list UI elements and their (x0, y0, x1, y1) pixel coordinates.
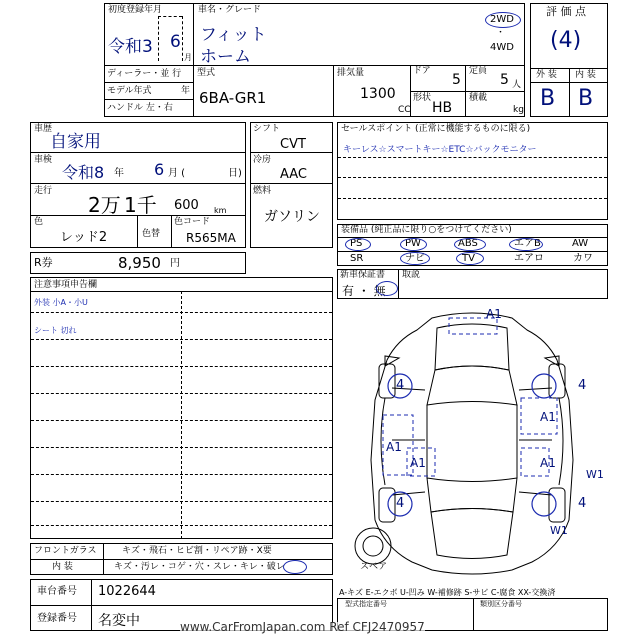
equipment-label: 装備品 (純正品に限り○をつけてください) (341, 225, 512, 235)
inspection-month-unit: 月 ( (168, 168, 186, 179)
ac-value: AAC (280, 167, 307, 182)
front-glass-label: フロントガラス (34, 546, 97, 556)
equip-airbag-circle (509, 238, 543, 251)
inspection-month: 6 (154, 160, 165, 179)
exterior-label: 外 装 (536, 70, 557, 80)
fuel-label: 燃料 (253, 186, 272, 196)
reg-date-label: 初度登録年月 (108, 5, 163, 15)
mark-tire-rr: 4 (578, 496, 587, 511)
mark-w1-rear: W1 (550, 524, 568, 537)
model-code: 6BA-GR1 (199, 89, 267, 107)
mark-tire-rl: 4 (396, 496, 405, 511)
equip-abs: ABS (458, 238, 478, 249)
car-name-label: 車名・グレード (198, 5, 262, 15)
score-label: 評 価 点 (546, 5, 586, 18)
reg-month: 6 (170, 32, 181, 52)
shape: HB (432, 100, 453, 116)
model-code-label: 型式 (197, 68, 216, 78)
equip-ps: PS (350, 238, 363, 249)
equip-abs-circle (454, 238, 486, 251)
car-name-line1: フィット (200, 25, 267, 45)
damage-legend: A-キズ E-エクボ U-凹み W-補修跡 S-サビ C-腐食 XX-交換済 (339, 588, 556, 597)
interior-cond-label: 内 装 (52, 562, 73, 572)
load-label: 積載 (469, 93, 488, 103)
equip-pw: PW (405, 238, 421, 249)
displacement-label: 排気量 (337, 68, 365, 78)
door-label: ドア (413, 66, 431, 76)
color-code-label: 色コード (174, 217, 211, 227)
exterior-grade: B (540, 86, 556, 111)
load-unit: kg (513, 105, 524, 115)
car-diagram (337, 300, 608, 582)
chassis-label: 車台番号 (37, 586, 77, 597)
drive-dot: ・ (496, 28, 506, 38)
interior-kire-circle (283, 560, 307, 574)
model-year-label: モデル年式 (107, 86, 152, 96)
equip-tv-circle (456, 252, 484, 265)
mileage-sen: 1千 (124, 193, 157, 217)
color-label: 色 (34, 217, 44, 227)
mileage-label: 走行 (34, 186, 53, 196)
warranty-label: 新車保証書 (340, 270, 386, 280)
inspection-day-unit: 日) (228, 168, 242, 179)
fuel-value: ガソリン (264, 209, 320, 225)
mark-a1-left-side: A1 (386, 440, 402, 454)
sales-points-text: キーレス☆スマートキー☆ETC☆バックモニター (343, 145, 537, 155)
dealer-label: ディーラー・並 行 (107, 69, 182, 79)
score-value: (4) (550, 28, 582, 53)
color-code: R565MA (186, 231, 236, 245)
inspection-year-unit: 年 (114, 168, 124, 179)
watermark: www.CarFromJapan.com Ref CFJ2470957 (180, 620, 425, 634)
handle-label: ハンドル 左・右 (107, 103, 173, 113)
shape-label: 形状 (413, 93, 432, 103)
manual-label: 取説 (402, 270, 421, 280)
notes-line2: シート 切れ (34, 326, 77, 335)
warranty-none-circle (376, 281, 398, 296)
shift-value: CVT (280, 137, 306, 152)
equip-aw: AW (572, 238, 589, 249)
mark-tire-fl: 4 (396, 378, 405, 393)
reg-month-unit: 月 (184, 53, 192, 62)
equip-leather: カワ (573, 253, 593, 264)
type-label: 車歴 (34, 124, 53, 134)
equip-tv: TV (462, 253, 475, 264)
equip-pw-circle (400, 238, 427, 251)
inspection-label: 車検 (34, 155, 53, 165)
capacity-unit: 人 (512, 80, 522, 90)
interior-cond-value: キズ・汚レ・コゲ・穴・スレ・キレ・破レ (114, 562, 285, 572)
type-value: 自家用 (50, 132, 101, 152)
mark-a1-front: A1 (486, 307, 502, 321)
displacement: 1300 (360, 86, 396, 102)
model-year-unit: 年 (181, 86, 191, 96)
mileage-man: 2万 (88, 193, 121, 217)
form-label1: 型式指定番号 (345, 600, 387, 608)
drive-2wd: 2WD (490, 14, 514, 25)
capacity-label: 定員 (469, 66, 488, 76)
equip-aero: エアロ (514, 253, 544, 264)
doors: 5 (452, 72, 461, 88)
chassis-value: 1022644 (98, 584, 156, 599)
warranty-value: 有 ・ 無 (342, 284, 386, 298)
equip-navi: ナビ (405, 253, 425, 264)
front-glass-value: キズ・飛石・ヒビ割・リペア跡・X要 (122, 546, 272, 556)
car-name-line2: ホーム (200, 47, 251, 67)
mark-w1-right: W1 (586, 468, 604, 481)
equip-sr: SR (350, 253, 364, 264)
form-label2: 類別区分番号 (480, 600, 522, 608)
color-change-label: 色替 (142, 229, 161, 239)
mark-a1-right-rear: A1 (540, 456, 556, 470)
notes-label: 注意事項申告欄 (34, 280, 98, 290)
drive-4wd: 4WD (490, 42, 514, 53)
equip-airbag: エアB (514, 238, 541, 249)
recycle-unit: 円 (170, 258, 180, 269)
reg-era: 令和3 (108, 37, 153, 57)
shift-label: シフト (253, 124, 281, 134)
inspection-era: 令和8 (62, 163, 105, 182)
equip-ps-circle (345, 238, 371, 251)
owner-label: 登録番号 (37, 613, 77, 624)
owner-value: 名変中 (98, 613, 140, 629)
mileage-unit: km (214, 206, 227, 215)
interior-grade: B (578, 86, 594, 111)
mark-tire-fr: 4 (578, 378, 587, 393)
spare-label: スペア (360, 562, 388, 572)
mark-a1-left-rear: A1 (410, 456, 426, 470)
recycle-label: R券 (34, 256, 53, 269)
sales-points-label: セールスポイント (正常に機能するものに限る) (341, 124, 531, 134)
recycle-value: 8,950 (118, 254, 161, 272)
equip-navi-circle (400, 252, 430, 265)
notes-line1: 外装 小A・小U (34, 298, 88, 307)
ac-label: 冷房 (253, 155, 272, 165)
capacity: 5 (500, 72, 509, 88)
sales-points-box (337, 122, 608, 220)
displacement-unit: CC (398, 105, 411, 115)
mark-a1-right-door: A1 (540, 410, 556, 424)
mileage-rest: 600 (174, 198, 199, 213)
interior-label: 内 装 (575, 70, 596, 80)
color-value: レッド2 (60, 230, 108, 245)
